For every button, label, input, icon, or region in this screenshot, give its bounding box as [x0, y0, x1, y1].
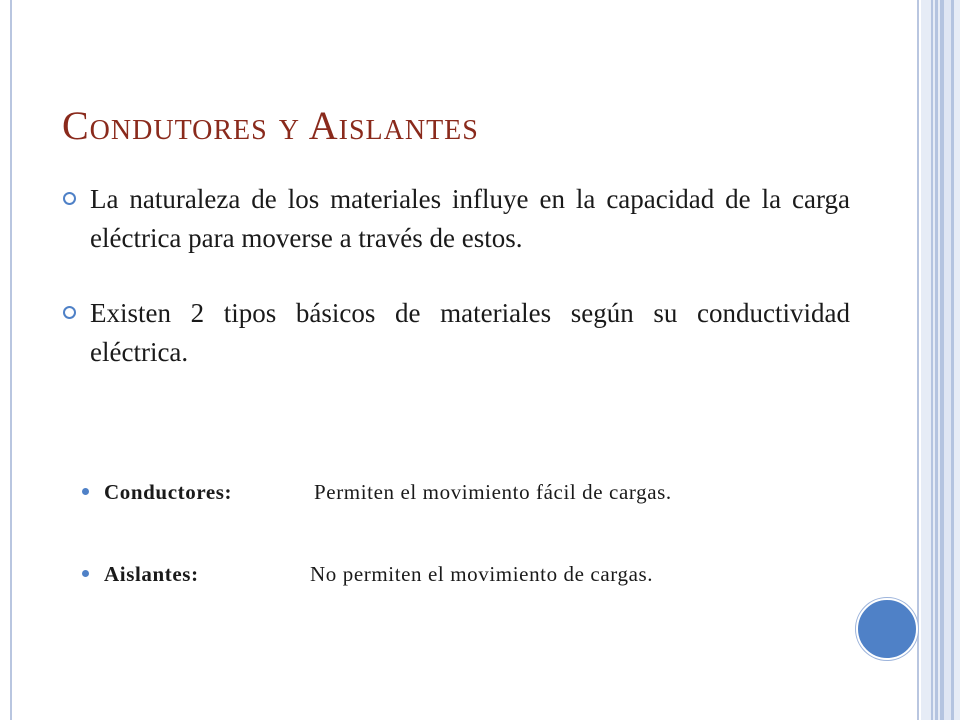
bullet-ring-icon [63, 192, 76, 205]
frame-stripes [921, 0, 960, 720]
bullet-list [60, 180, 850, 372]
sub-item-term: Aislantes: [104, 562, 199, 586]
bullet-dot-icon [82, 570, 89, 577]
bullet-dot-icon [82, 488, 89, 495]
bullet-text: La naturaleza de los materiales influye en la capacidad de la carga eléctrica para moverse a través de estos. [90, 184, 850, 253]
bullet-ring-icon [63, 306, 76, 319]
decorative-circle [856, 598, 918, 660]
sub-item-description: No permiten el movimiento de cargas. [310, 562, 654, 586]
bullet-item [60, 180, 850, 258]
slide-title: Condutores y Aislantes [62, 103, 479, 148]
bullet-item [60, 294, 850, 372]
sub-item-description: Permiten el movimiento fácil de cargas. [314, 480, 672, 504]
sub-item-term: Conductores: [104, 480, 233, 504]
frame-left-line [10, 0, 12, 720]
frame-right-line [917, 0, 919, 720]
bullet-text: Existen 2 tipos básicos de materiales según su conductividad eléctrica. [90, 298, 850, 367]
